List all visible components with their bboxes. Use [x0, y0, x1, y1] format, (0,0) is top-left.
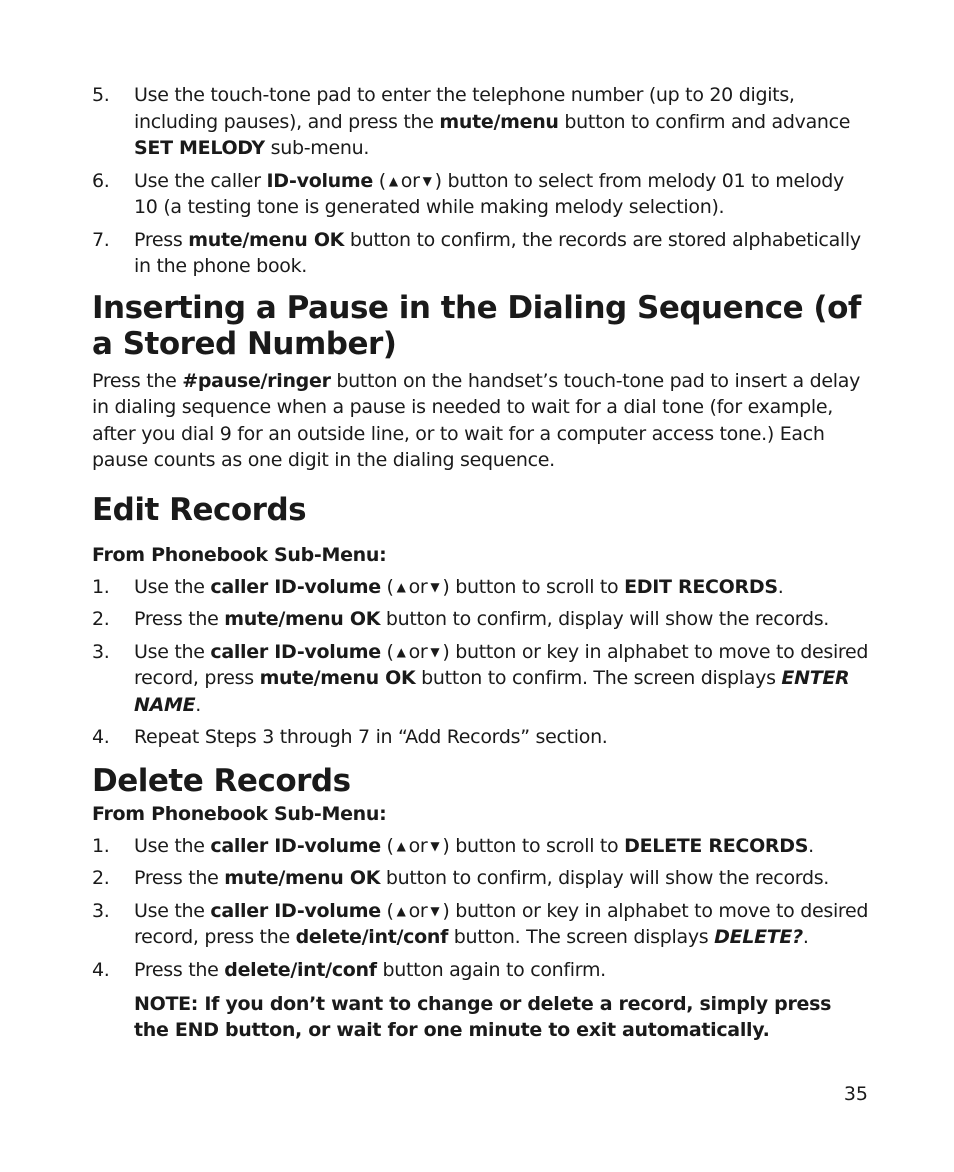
text: button to scroll to [449, 575, 625, 598]
down-arrow-icon: ▼ [430, 903, 440, 918]
list-item [92, 865, 872, 892]
text: or [408, 640, 428, 663]
section-title-edit: Edit Records [92, 491, 307, 528]
bold-term: caller ID-volume [210, 575, 381, 598]
text: button again to confirm. [376, 958, 606, 981]
section-title-pause: Inserting a Pause in the Dialing Sequence (of a Stored Number) [92, 289, 861, 362]
up-arrow-icon: ▲ [396, 644, 406, 659]
text: Press the [134, 958, 225, 981]
bold-term: caller ID-volume [210, 834, 381, 857]
text: button to confirm, display will show the records. [380, 867, 830, 889]
step-number: 7. [92, 228, 110, 251]
screen-display-text: ENTER NAME [134, 667, 850, 716]
step-number: 2. [92, 608, 110, 630]
text: Use the [134, 834, 211, 857]
bold-term: mute/menu OK [188, 228, 345, 251]
step-number: 3. [92, 899, 110, 922]
text: button or key in alphabet to move to desired record, press [134, 640, 869, 689]
text: Use the [134, 575, 211, 598]
text: Use the touch-tone pad to enter the telephone number (up to 20 digits, including pauses), and press the [134, 84, 795, 133]
edit-step-list [92, 574, 872, 751]
bold-term: SET MELODY [134, 137, 265, 159]
down-arrow-icon: ▼ [430, 838, 440, 853]
text: Use the [134, 899, 211, 922]
up-arrow-icon: ▲ [396, 838, 406, 853]
page-number: 35 [843, 1083, 868, 1105]
bold-term: caller ID-volume [210, 640, 381, 663]
list-item: 3. Use the caller ID-volume ( ▲ or ▼ ) button or key in alphabet to move to desired record, press mute/menu OK button to confirm. The screen displays ENTER NAME. [92, 640, 869, 716]
text: Press the [134, 867, 225, 889]
text: or [400, 169, 420, 192]
text: Press [134, 228, 189, 251]
list-item: 1. Use the caller ID-volume ( ▲ or ▼ ) button to scroll to DELETE RECORDS. [92, 833, 872, 860]
note-text: NOTE: If you don’t want to change or delete a record, simply press the END button, or wait for one minute to exit automatically. [134, 993, 832, 1041]
delete-step-list [92, 833, 872, 984]
bold-term: ID-volume [266, 169, 373, 192]
list-item [92, 724, 872, 751]
text: button to select from melody 01 to melody 10 (a testing tone is generated while making melody selection). [134, 169, 844, 218]
top-step-list [92, 82, 872, 280]
down-arrow-icon: ▼ [430, 579, 440, 594]
text: button. The screen displays [448, 926, 715, 948]
text: button to scroll to [449, 834, 625, 857]
text: button to confirm, the records are stored alphabetically in the phone book. [134, 228, 861, 277]
step-number: 4. [92, 958, 110, 981]
text: button or key in alphabet to move to desired record, press the [134, 899, 869, 948]
bold-term: DELETE RECORDS [624, 834, 809, 857]
down-arrow-icon: ▼ [422, 173, 432, 188]
text: Use the caller [134, 169, 267, 192]
list-item [92, 82, 872, 162]
list-item: 3. Use the caller ID-volume ( ▲ or ▼ ) button or key in alphabet to move to desired record, press the delete/int/conf button. The screen displays DELETE?. [92, 899, 869, 948]
step-number: 5. [92, 84, 110, 106]
bold-term: caller ID-volume [210, 899, 381, 922]
step-number: 2. [92, 867, 110, 889]
text: sub-menu. [264, 137, 370, 159]
text: or [408, 575, 428, 598]
bold-term: mute/menu OK [224, 608, 381, 630]
section-title-delete: Delete Records [92, 762, 351, 799]
text: or [408, 899, 428, 922]
delete-subtitle: From Phonebook Sub-Menu: [92, 802, 387, 825]
up-arrow-icon: ▲ [396, 579, 406, 594]
text: Repeat Steps 3 through 7 in “Add Records” section. [134, 726, 608, 748]
text: button to confirm, display will show the records. [380, 608, 830, 630]
text: Use the [134, 640, 211, 663]
bold-term: #pause/ringer [182, 369, 331, 392]
up-arrow-icon: ▲ [396, 903, 406, 918]
step-number: 3. [92, 640, 110, 663]
text: . [808, 834, 814, 857]
bold-term: mute/menu OK [224, 867, 381, 889]
list-item [92, 957, 872, 984]
text: . [777, 575, 784, 598]
step-number: 4. [92, 726, 110, 748]
step-number: 1. [92, 834, 110, 857]
text: . [195, 693, 202, 716]
up-arrow-icon: ▲ [388, 173, 398, 188]
edit-subtitle: From Phonebook Sub-Menu: [92, 543, 387, 566]
text: . [802, 926, 809, 948]
text: button on the handset’s touch-tone pad to insert a delay in dialing sequence when a pause is needed to wait for a dial tone (for example, after you dial 9 for an outside line, or to wait for a computer access tone.) Each pause counts as one digit in the dialing sequence. [92, 369, 861, 471]
pause-paragraph [92, 368, 872, 474]
bold-term: mute/menu OK [259, 667, 416, 689]
text: button to confirm. The screen displays [415, 667, 782, 689]
list-item [92, 606, 872, 633]
bold-term: EDIT RECORDS [624, 575, 778, 598]
text: or [408, 834, 428, 857]
page-content [92, 82, 872, 1043]
list-item: 6. Use the caller ID-volume ( ▲ or ▼ ) button to select from melody 01 to melody 10 (a testing tone is generated while making melody selection). [92, 169, 844, 218]
step-number: 6. [92, 169, 110, 192]
text: button to confirm and advance [558, 110, 851, 133]
list-item [92, 227, 872, 280]
step-number: 1. [92, 575, 110, 598]
screen-display-text: DELETE? [714, 926, 803, 948]
down-arrow-icon: ▼ [430, 644, 440, 659]
text: Press the [134, 608, 225, 630]
bold-term: mute/menu [439, 110, 559, 133]
bold-term: delete/int/conf [224, 958, 377, 981]
bold-term: delete/int/conf [295, 926, 449, 948]
text: Press the [92, 369, 183, 392]
list-item: 1. Use the caller ID-volume ( ▲ or ▼ ) button to scroll to EDIT RECORDS. [92, 574, 872, 601]
